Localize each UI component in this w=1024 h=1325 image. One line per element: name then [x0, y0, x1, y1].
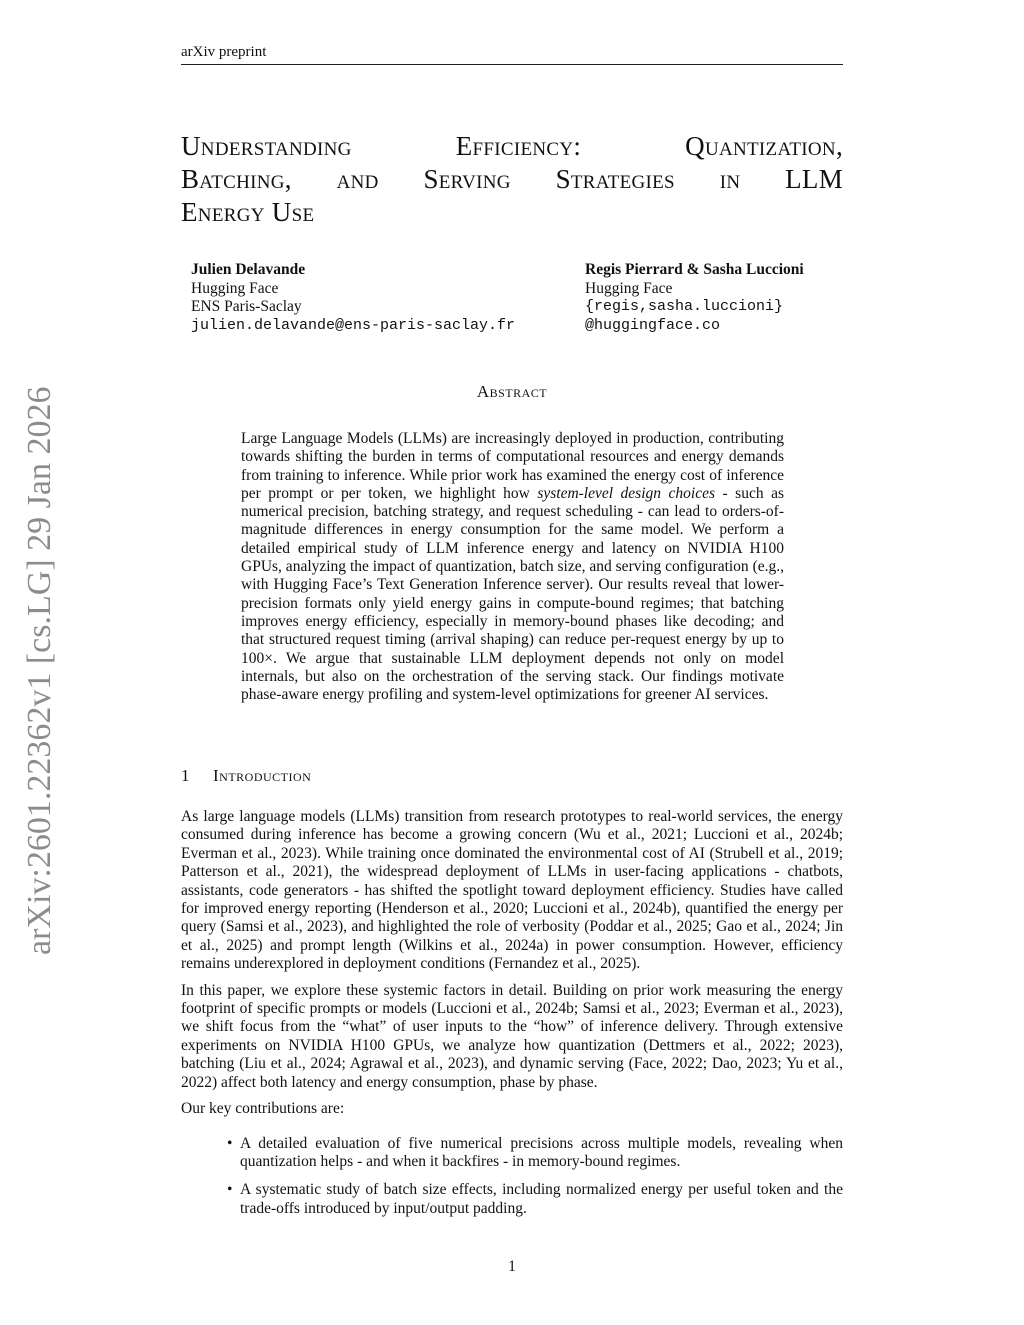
list-item	[227, 1134, 843, 1172]
paper-title	[181, 130, 843, 229]
abstract-emphasis: system-level design choices	[537, 484, 715, 502]
abstract-text	[241, 430, 784, 704]
author-affiliation: ENS Paris-Saclay	[191, 298, 302, 315]
author-email: {regis,sasha.luccioni}	[585, 298, 784, 315]
arxiv-sidebar-stamp: arXiv:2601.22362v1 [cs.LG] 29 Jan 2026	[21, 386, 58, 955]
author-block-left	[191, 261, 515, 335]
author-affiliation: Hugging Face	[191, 279, 279, 297]
author-name: Julien Delavande	[191, 261, 306, 278]
page-number: 1	[508, 1258, 516, 1275]
section-heading	[181, 766, 311, 786]
running-header: arXiv preprint	[181, 44, 843, 65]
author-block-right	[585, 261, 804, 335]
section-body	[181, 808, 843, 1228]
author-affiliation: Hugging Face	[585, 279, 673, 297]
section-number: 1	[181, 766, 190, 785]
author-name: Regis Pierrard & Sasha Luccioni	[585, 261, 804, 278]
abstract-text-part: - such as numerical precision, batching strategy, and request scheduling - can lead to orders-of-magnitude differences in energy consumption for the same model. We perform a detailed empirical study of LLM inference energy and latency on NVIDIA H100 GPUs, analyzing the impact of quantization, batch size, and serving configuration (e.g., with Hugging Face’s Text Generation Inference server). Our results reveal that lower-precision formats only yield energy gains in compute-bound regimes; that batching improves energy efficiency, especially in memory-bound phases like decoding; and that structured request timing (arrival shaping) can reduce per-request energy by up to 100×. We argue that sustainable LLM deployment depends not only on model internals, but also on the orchestration of the serving stack. Our findings motivate phase-aware energy profiling and system-level optimizations for greener AI services.	[241, 484, 784, 704]
bullet-icon: •	[227, 1134, 233, 1152]
author-email: @huggingface.co	[585, 316, 721, 334]
list-item-text: A detailed evaluation of five numerical precisions across multiple models, revealing when quantization helps - and when it backfires - in memory-bound regimes.	[240, 1134, 843, 1170]
section-title: Introduction	[213, 766, 312, 785]
abstract-heading: Abstract	[476, 382, 548, 401]
title-line-2: Batching, and Serving Strategies in LLM	[181, 164, 843, 194]
title-line-1: Understanding Efficiency: Quantization,	[181, 131, 843, 161]
paragraph: Our key contributions are:	[181, 1100, 345, 1118]
title-line-3: Energy Use	[181, 197, 315, 227]
bullet-icon: •	[227, 1181, 233, 1199]
contributions-list	[181, 1135, 843, 1219]
paragraph: In this paper, we explore these systemic factors in detail. Building on prior work measuring the energy footprint of specific prompts or models (Luccioni et al., 2024b; Samsi et al., 2023; Everman et al., 2023), we shift focus from the “what” of user inputs to the “how” of inference delivery. Through extensive experiments on NVIDIA H100 GPUs, we analyze how quantization (Dettmers et al., 2022; 2023), batching (Liu et al., 2024; Agrawal et al., 2023), and dynamic serving (Face, 2022; Dao, 2023; Yu et al., 2022) affect both latency and energy consumption, phase by phase.	[181, 981, 843, 1091]
author-email: julien.delavande@ens-paris-saclay.fr	[191, 316, 516, 334]
list-item-text: A systematic study of batch size effects, including normalized energy per useful token and the trade-offs introduced by input/output padding.	[240, 1181, 843, 1217]
abstract-text-part: Large Language Models (LLMs) are increasingly deployed in production, contributing towards shifting the burden in terms of computational resources and energy demands from training to inference. While prior work has examined the energy cost of inference per prompt or per token, we highlight how	[241, 430, 784, 502]
paragraph: As large language models (LLMs) transition from research prototypes to real-world services, the energy consumed during inference has become a growing concern (Wu et al., 2021; Luccioni et al., 2024b; Everman et al., 2023). While training once dominated the environmental cost of AI (Strubell et al., 2019; Patterson et al., 2021), the widespread deployment of LLMs in user-facing applications - chatbots, assistants, code generators - has shifted the spotlight toward deployment efficiency. Studies have called for improved energy reporting (Henderson et al., 2020; Luccioni et al., 2024b), quantified the energy per query (Samsi et al., 2023), and highlighted the role of verbosity (Poddar et al., 2025; Gao et al., 2024; Jin et al., 2025) and prompt length (Wilkins et al., 2024a) in power consumption. However, efficiency remains underexplored in deployment conditions (Fernandez et al., 2025).	[181, 808, 843, 973]
list-item	[227, 1181, 843, 1218]
